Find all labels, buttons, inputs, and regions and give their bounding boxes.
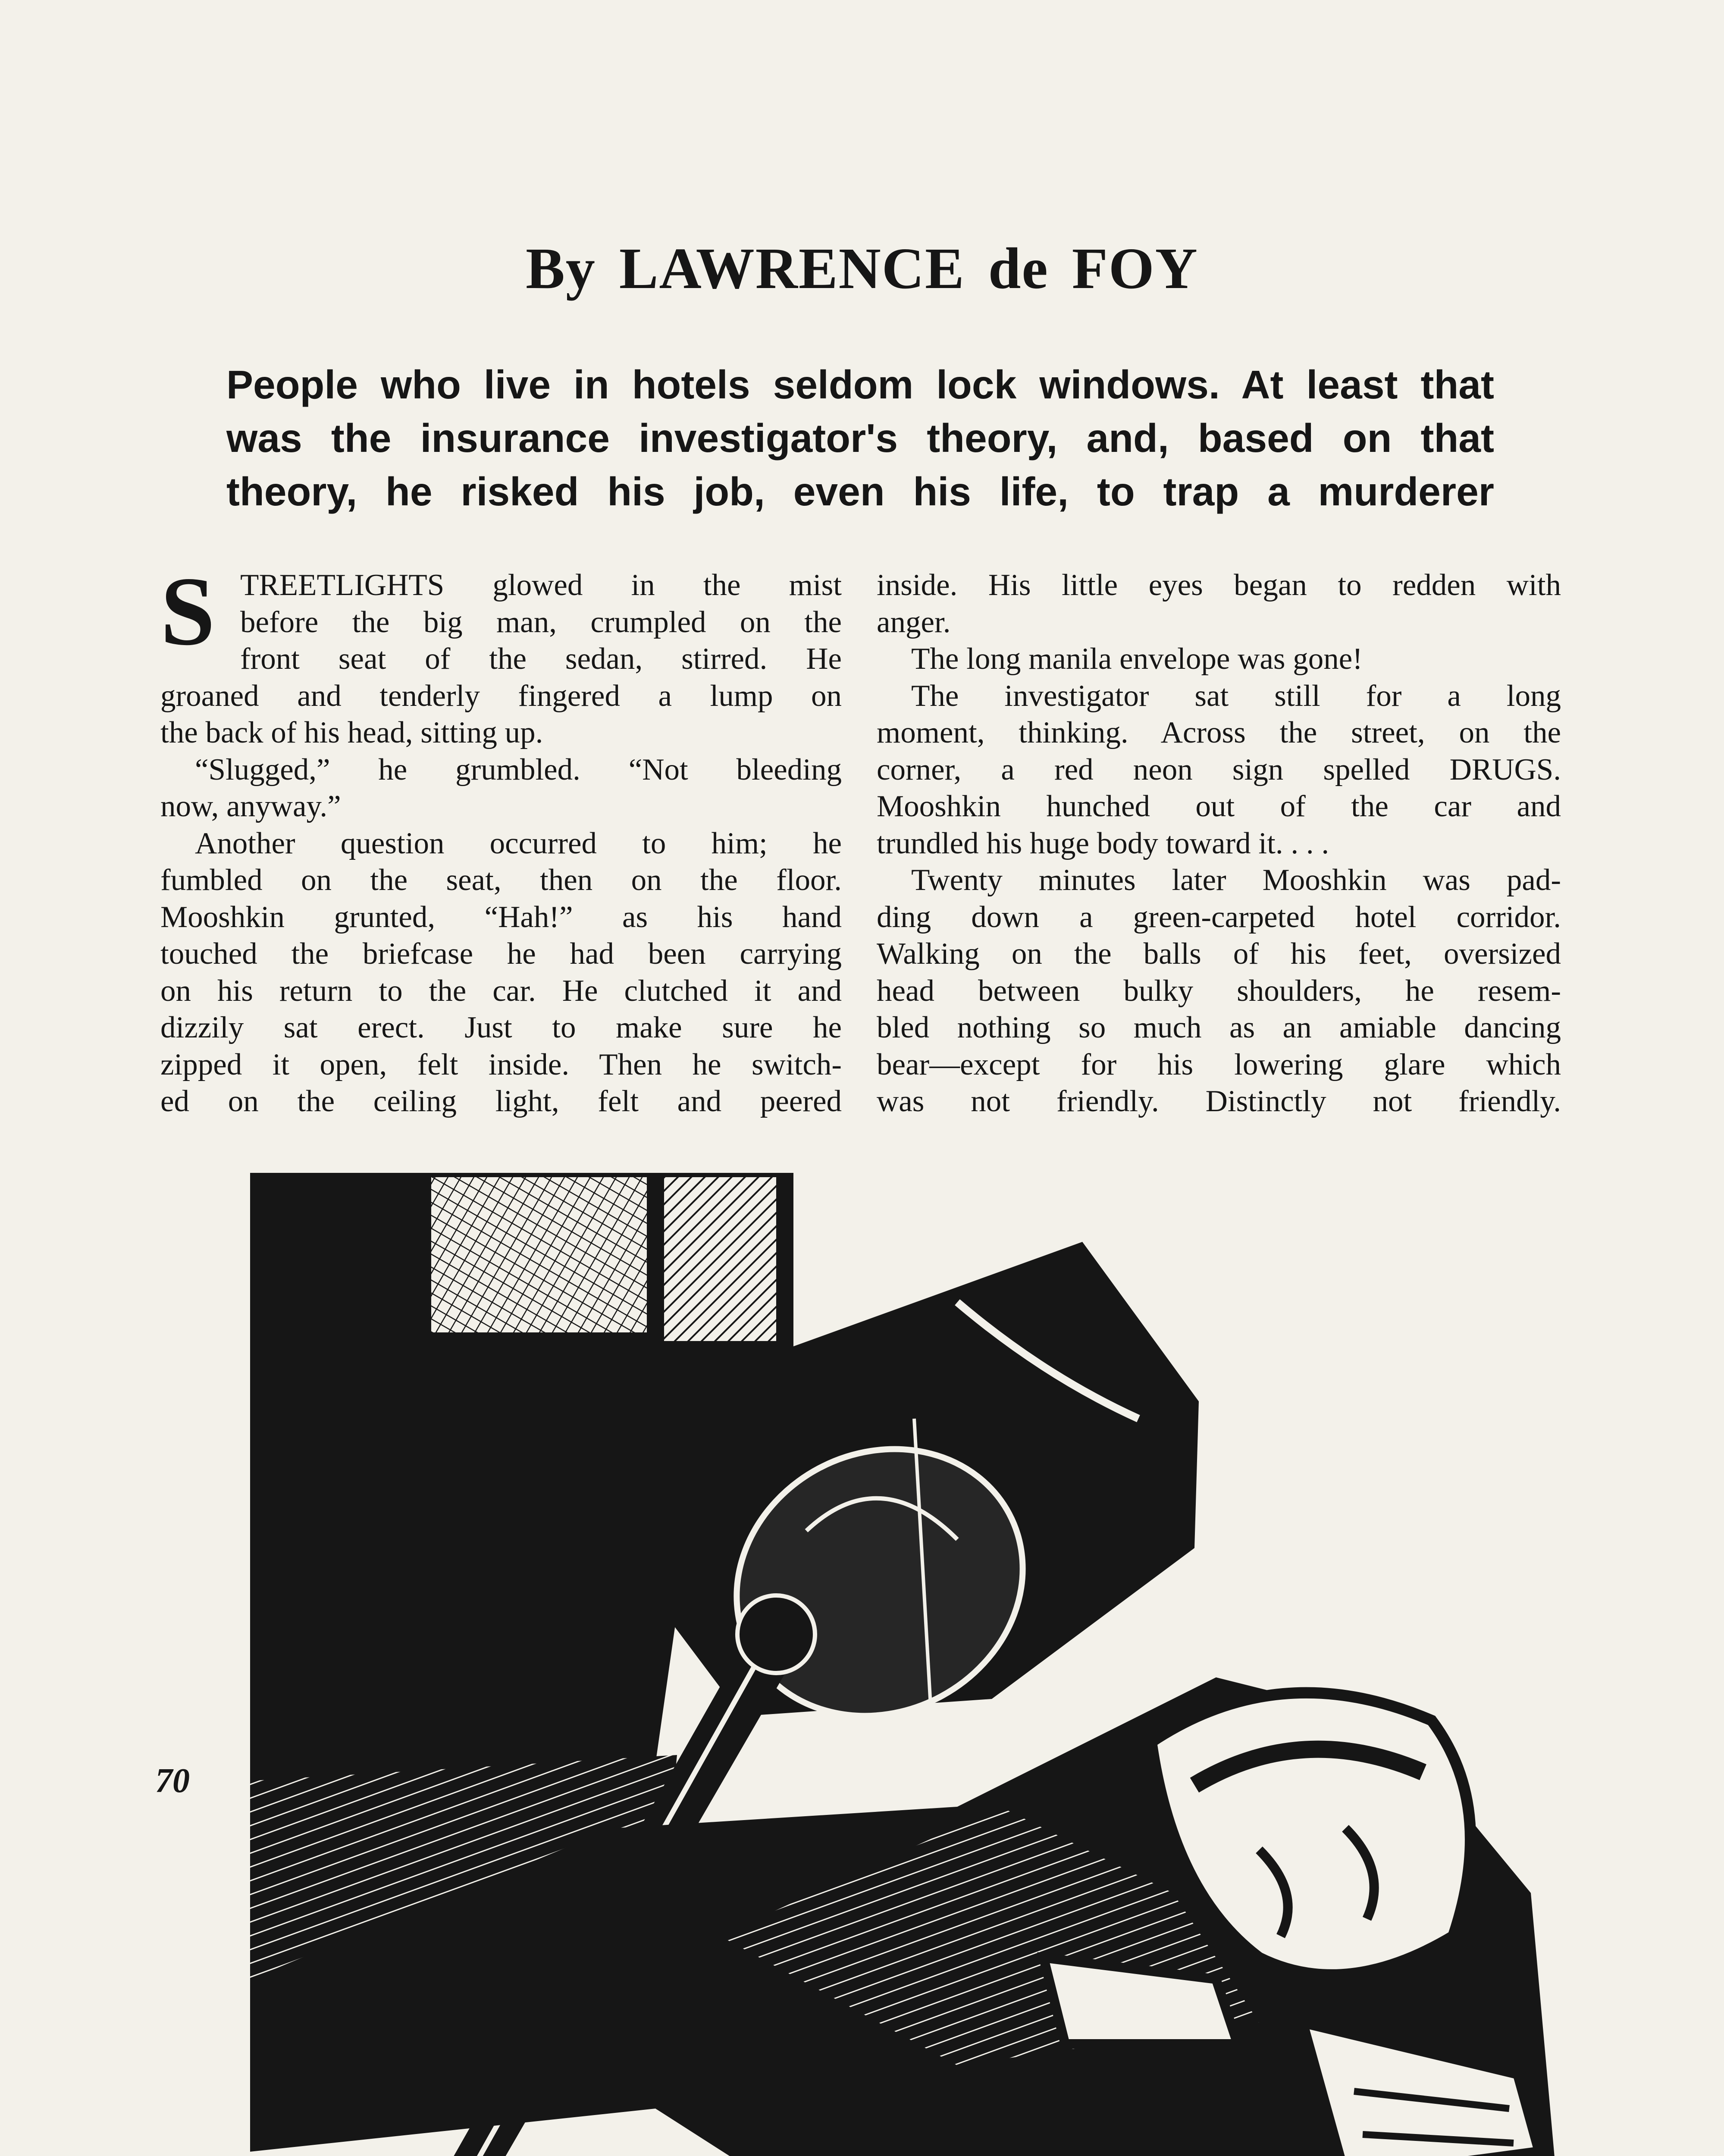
text-line: bear—except for his lowering glare which xyxy=(877,1047,1561,1081)
text-line: The long manila envelope was gone! xyxy=(911,642,1363,676)
text-line: ed on the ceiling light, felt and peered xyxy=(160,1084,842,1118)
text-line: dizzily sat erect. Just to make sure he xyxy=(160,1011,842,1044)
byline: By LAWRENCE de FOY xyxy=(526,236,1198,301)
text-line: moment, thinking. Across the street, on the xyxy=(877,716,1561,749)
text-line: bled nothing so much as an amiable dancing xyxy=(877,1011,1561,1044)
text-line: anger. xyxy=(877,605,951,639)
body-column-right xyxy=(877,567,1561,1120)
text-line: now, anyway.” xyxy=(160,790,341,823)
text-line: inside. His little eyes began to redden with xyxy=(877,568,1561,602)
story-deck xyxy=(226,358,1494,518)
text-line: “Slugged,” he grumbled. “Not bleeding xyxy=(195,752,842,787)
text-line: Mooshkin grunted, “Hah!” as his hand xyxy=(160,900,842,934)
text-line: on his return to the car. He clutched it and xyxy=(160,974,842,1008)
text-line: Mooshkin hunched out of the car and xyxy=(877,790,1561,823)
drop-cap: S xyxy=(160,557,215,666)
text-line: the back of his head, sitting up. xyxy=(160,716,543,749)
text-line: ding down a green-carpeted hotel corridor. xyxy=(877,900,1561,934)
text-line: was not friendly. Distinctly not friendly. xyxy=(877,1084,1561,1118)
text-line: corner, a red neon sign spelled DRUGS. xyxy=(877,752,1561,787)
text-line: The investigator sat still for a long xyxy=(911,679,1561,713)
text-line: zipped it open, felt inside. Then he switch- xyxy=(160,1047,842,1081)
text-line: head between bulky shoulders, he resem- xyxy=(877,974,1561,1008)
text-line: front seat of the sedan, stirred. He xyxy=(240,642,842,676)
deck-line: theory, he risked his job, even his life, to trap a murderer xyxy=(226,469,1494,514)
text-line: fumbled on the seat, then on the floor. xyxy=(160,863,842,897)
deck-line: was the insurance investigator's theory, and, based on that xyxy=(226,416,1494,461)
page-number: 70 xyxy=(155,1762,190,1800)
deck-line: People who live in hotels seldom lock windows. At least that xyxy=(226,362,1494,407)
text-line: touched the briefcase he had been carrying xyxy=(160,937,842,971)
text-line: Twenty minutes later Mooshkin was pad- xyxy=(911,863,1561,897)
story-illustration xyxy=(224,1160,1574,2156)
body-column-left xyxy=(160,557,842,1120)
text-line: groaned and tenderly fingered a lump on xyxy=(160,679,842,713)
text-line: trundled his huge body toward it. . . . xyxy=(877,826,1329,860)
text-line: before the big man, crumpled on the xyxy=(240,605,842,639)
text-line: Another question occurred to him; he xyxy=(195,826,842,860)
text-line: Walking on the balls of his feet, oversized xyxy=(877,937,1561,971)
text-line: TREETLIGHTS glowed in the mist xyxy=(240,568,842,602)
